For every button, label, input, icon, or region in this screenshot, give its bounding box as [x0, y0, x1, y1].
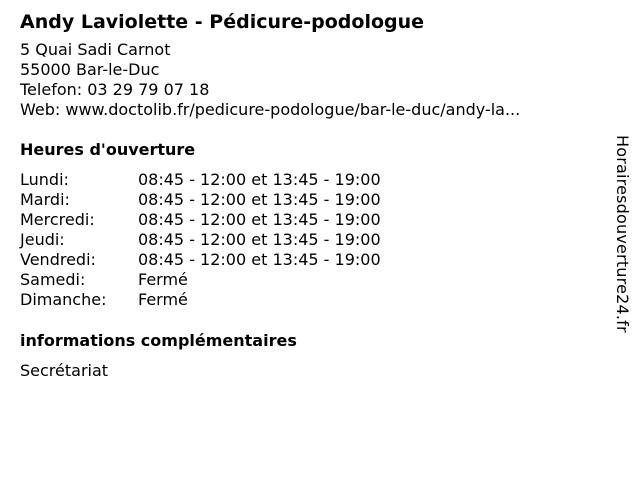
day-label: Jeudi:	[20, 230, 65, 249]
hours-row-friday	[20, 250, 600, 270]
time-value: 08:45 - 12:00 et 13:45 - 19:00	[138, 190, 381, 209]
day-label: Samedi:	[20, 270, 86, 289]
time-value: Fermé	[138, 270, 188, 289]
time-value: 08:45 - 12:00 et 13:45 - 19:00	[138, 210, 381, 229]
hours-row-wednesday	[20, 210, 600, 230]
hours-row-monday	[20, 170, 600, 190]
time-value: 08:45 - 12:00 et 13:45 - 19:00	[138, 170, 381, 189]
day-label: Mardi:	[20, 190, 70, 209]
street-address: 5 Quai Sadi Carnot	[20, 40, 171, 59]
time-value: 08:45 - 12:00 et 13:45 - 19:00	[138, 250, 381, 269]
address-block	[20, 40, 600, 120]
hours-row-saturday	[20, 270, 600, 290]
site-watermark: Horairesdouverture24.fr	[613, 135, 632, 333]
time-value: 08:45 - 12:00 et 13:45 - 19:00	[138, 230, 381, 249]
day-label: Dimanche:	[20, 290, 107, 309]
hours-row-tuesday	[20, 190, 600, 210]
business-card	[20, 8, 600, 381]
city-address: 55000 Bar-le-Duc	[20, 60, 160, 79]
hours-table	[20, 170, 600, 310]
day-label: Lundi:	[20, 170, 69, 189]
day-label: Mercredi:	[20, 210, 95, 229]
web-line: Web: www.doctolib.fr/pedicure-podologue/bar-le-duc/andy-la...	[20, 100, 521, 119]
hours-row-sunday	[20, 290, 600, 310]
hours-row-thursday	[20, 230, 600, 250]
hours-heading: Heures d'ouverture	[20, 140, 196, 159]
phone-line: Telefon: 03 29 79 07 18	[20, 80, 210, 99]
business-title: Andy Laviolette - Pédicure-podologue	[20, 11, 425, 33]
extra-info-heading: informations complémentaires	[20, 331, 297, 350]
time-value: Fermé	[138, 290, 188, 309]
extra-info-text: Secrétariat	[20, 361, 109, 380]
day-label: Vendredi:	[20, 250, 96, 269]
